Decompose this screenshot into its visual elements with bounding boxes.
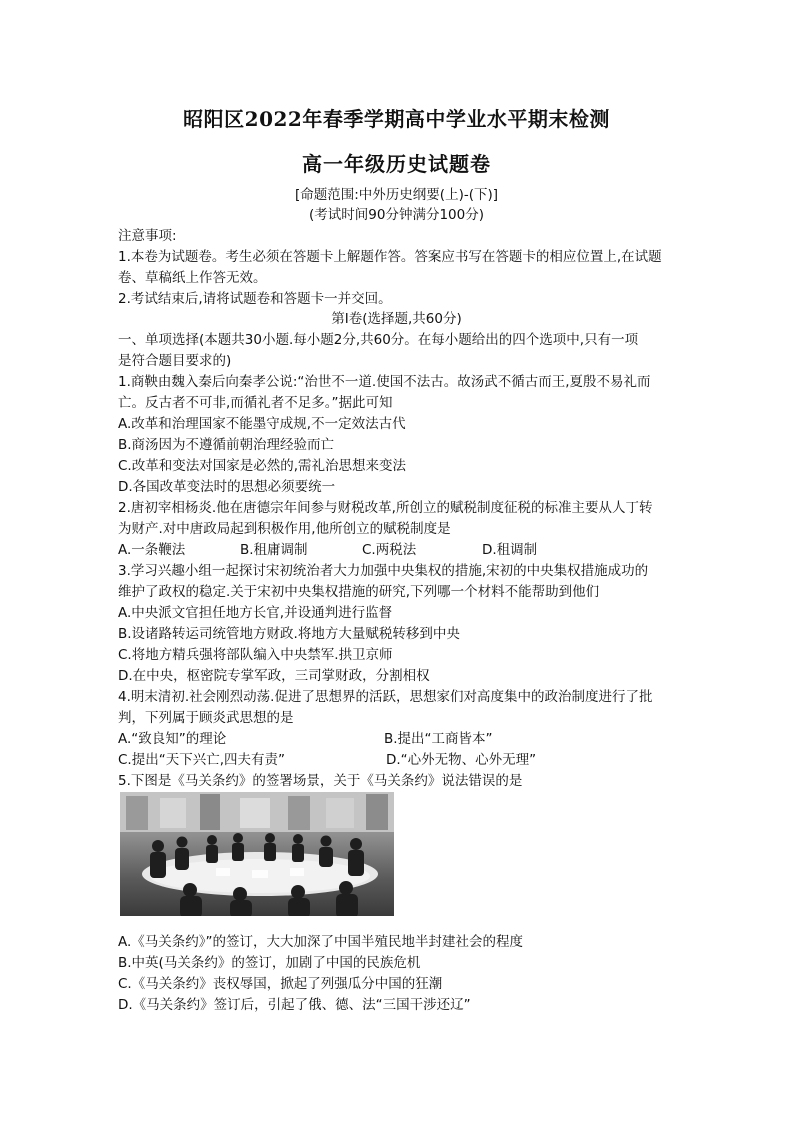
q3-option-a: A.中央派文官担任地方长官,并设通判进行监督 <box>118 605 393 621</box>
q1-option-d: D.各国改革变法时的思想必须要统一 <box>118 479 336 495</box>
q5-option-b: B.中英(马关条约》的签订，加剧了中国的民族危机 <box>118 955 421 971</box>
q5-option-c: C.《马关条约》丧权辱国，掀起了列强瓜分中国的狂潮 <box>118 976 443 992</box>
q1-option-b: B.商汤因为不遵循前朝治理经验而亡 <box>118 437 335 453</box>
q5-option-a: A.《马关条约》”的签订，大大加深了中国半殖民地半封建社会的程度 <box>118 934 524 950</box>
note-1-line-1: 1.本卷为试题卷。考生必须在答题卡上解题作答。答案应书写在答题卡的相应位置上,在试题 <box>118 249 662 265</box>
q4-stem-line-1: 4.明末清初.社会刚烈动荡.促进了思想界的活跃，思想家们对高度集中的政治制度进行了批 <box>118 689 653 705</box>
q3-stem-line-2: 维护了政权的稳定.关于宋初中央集权措施的研究,下列哪一个材料不能帮助到他们 <box>118 584 600 600</box>
section-intro-line-2: 是符合题目要求的) <box>118 353 232 369</box>
q4-option-b: B.提出“工商皆本” <box>384 731 493 747</box>
q2-option-a: A.一条鞭法 <box>118 542 186 558</box>
q4-option-a: A.“致良知”的理论 <box>118 731 227 747</box>
treaty-signing-photo-illustration <box>120 792 394 916</box>
q3-stem-line-1: 3.学习兴趣小组一起探讨宋初统治者大力加强中央集权的措施,宋初的中央集权措施成功的 <box>118 563 649 579</box>
section-label: 第Ⅰ卷(选择题,共60分) <box>331 311 462 327</box>
q1-stem-line-2: 亡。反古者不可非,而循礼者不足多。”据此可知 <box>118 395 393 411</box>
treaty-signing-photo <box>120 792 394 916</box>
q4-option-d: D.“心外无物、心外无理” <box>386 752 537 768</box>
exam-time: (考试时间90分钟满分100分) <box>309 207 484 223</box>
note-2: 2.考试结束后,请将试题卷和答题卡一并交回。 <box>118 291 392 307</box>
q2-option-d: D.租调制 <box>482 542 538 558</box>
q3-option-c: C.将地方精兵强将部队编入中央禁军.拱卫京师 <box>118 647 393 663</box>
exam-title: 昭阳区2022年春季学期高中学业水平期末检测 <box>183 107 610 131</box>
q2-stem-line-1: 2.唐初宰相杨炎.他在唐德宗年间参与财税改革,所创立的赋税制度征税的标准主要从人丁转 <box>118 500 653 516</box>
q4-option-c: C.提出“天下兴亡,四夫有责” <box>118 752 285 768</box>
q2-option-c: C.两税法 <box>362 542 417 558</box>
q1-stem-line-1: 1.商鞅由魏入秦后向秦孝公说:“治世不一道.使国不法古。故汤武不循古而王,夏殷不易礼而 <box>118 374 651 390</box>
exam-subtitle: 高一年级历史试题卷 <box>302 152 491 176</box>
q2-stem-line-2: 为财产.对中唐政局起到积极作用,他所创立的赋税制度是 <box>118 521 451 537</box>
q1-option-c: C.改革和变法对国家是必然的,需礼治思想来变法 <box>118 458 407 474</box>
note-1-line-2: 卷、草稿纸上作答无效。 <box>118 270 267 286</box>
notes-heading: 注意事项: <box>118 228 177 244</box>
exam-scope: [命题范围:中外历史纲要(上)-(下)] <box>294 187 499 203</box>
q3-option-b: B.设诸路转运司统管地方财政.将地方大量赋税转移到中央 <box>118 626 460 642</box>
section-intro-line-1: 一、单项选择(本题共30小题.每小题2分,共60分。在每小题给出的四个选项中,只有一项 <box>118 332 639 348</box>
q2-option-b: B.租庸调制 <box>240 542 308 558</box>
q1-option-a: A.改革和治理国家不能墨守成规,不一定效法古代 <box>118 416 406 432</box>
q4-stem-line-2: 判，下列属于顾炎武思想的是 <box>118 710 294 726</box>
q5-stem: 5.下图是《马关条约》的签署场景，关于《马关条约》说法错误的是 <box>118 773 523 789</box>
q5-option-d: D.《马关条约》签订后，引起了俄、德、法“三国干涉还辽” <box>118 997 471 1013</box>
q3-option-d: D.在中央，枢密院专掌军政，三司掌财政，分割相权 <box>118 668 430 684</box>
